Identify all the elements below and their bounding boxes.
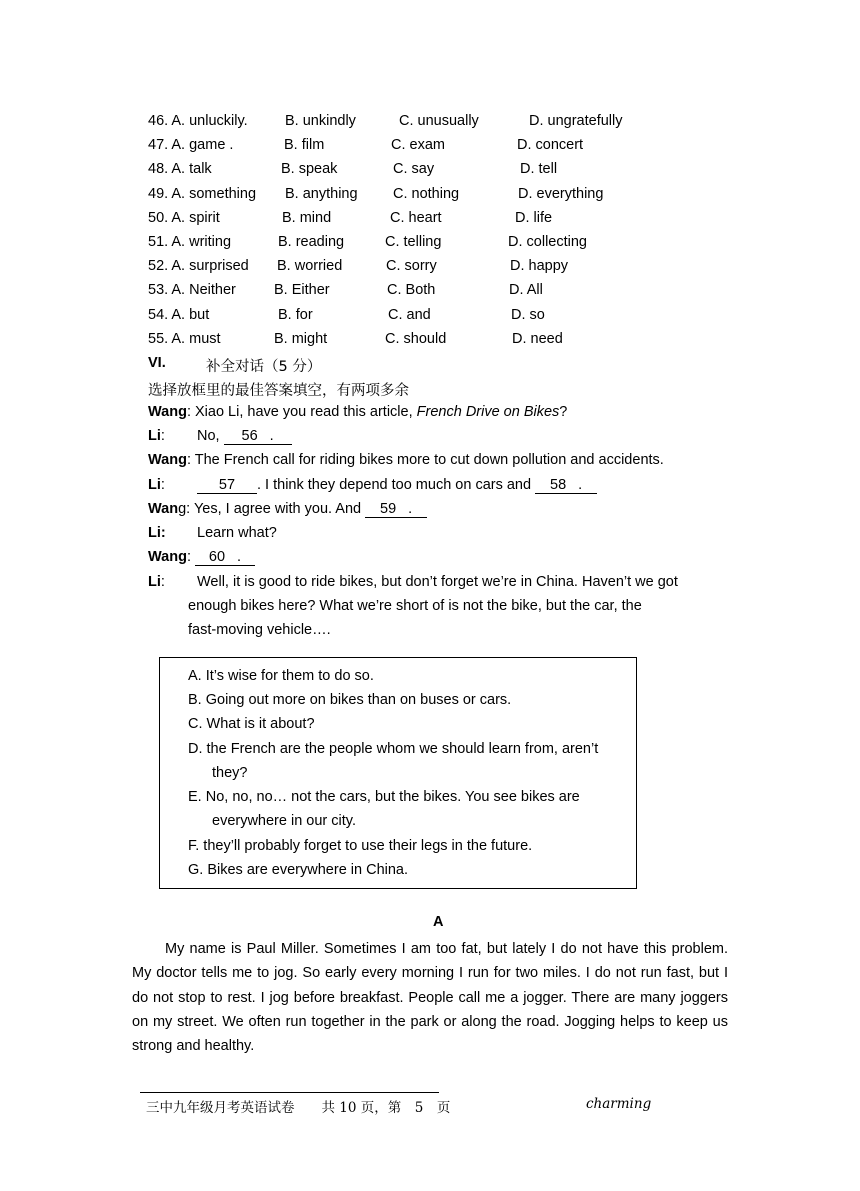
- option-b: B. film: [284, 137, 325, 154]
- choice-f: F. they’ll probably forget to use their legs in the future.: [188, 838, 533, 854]
- footer-rule: [140, 1092, 439, 1093]
- footer-watermark: charming: [586, 1096, 652, 1112]
- footer-page-info: 三中九年级月考英语试卷 共 10 页，第 5 页: [146, 1100, 451, 1116]
- option-c: C. say: [393, 161, 435, 178]
- option-c: C. nothing: [393, 185, 460, 202]
- option-c: C. Both: [387, 282, 436, 299]
- blank-60[interactable]: 60 .: [195, 549, 255, 566]
- choice-e: E. No, no, no… not the cars, but the bikes. You see bikes are: [188, 789, 580, 805]
- blank-57[interactable]: 57: [197, 477, 257, 494]
- dialogue-line-7: Wang: 60 .: [148, 549, 255, 566]
- dialogue-line-6-text: Learn what?: [197, 525, 277, 541]
- option-d: D. concert: [517, 137, 584, 154]
- option-c: C. sorry: [386, 258, 437, 275]
- blank-58[interactable]: 58 .: [535, 477, 597, 494]
- dialogue-line-8-text: Well, it is good to ride bikes, but don’t forget we’re in China. Haven’t we got: [197, 574, 678, 590]
- option-c: C. should: [385, 330, 447, 347]
- option-b: B. speak: [281, 161, 338, 178]
- option-c: C. telling: [385, 234, 442, 250]
- section-instruction: 选择放框里的最佳答案填空，有两项多余: [148, 383, 409, 399]
- option-b: B. for: [278, 306, 313, 323]
- reading-heading: A: [433, 914, 444, 930]
- option-a: 47. A. game .: [148, 137, 234, 154]
- option-b: B. might: [274, 330, 328, 347]
- choice-d-cont: they?: [212, 765, 248, 781]
- dialogue-line-6: Li:: [148, 525, 166, 541]
- option-b: B. reading: [278, 234, 345, 250]
- dialogue-line-8-cont-1: enough bikes here? What we’re short of is not the bike, but the car, the: [188, 598, 642, 614]
- option-b: B. worried: [277, 258, 343, 275]
- option-d: D. happy: [510, 258, 569, 275]
- option-b: B. anything: [285, 185, 358, 202]
- reading-paragraph: My name is Paul Miller. Sometimes I am too fat, but lately I do not have this problem. My doctor tells me to jog. So early every morning I run for two miles. I do not run fast, but I do not stop to rest. I jog before breakfast. People call me a jogger. There are many joggers on my street. We often run together in the park or along the road. Jogging helps to keep us strong and healthy.: [132, 941, 728, 1055]
- dialogue-line-8: Li:: [148, 574, 165, 590]
- option-d: D. ungratefully: [529, 113, 623, 129]
- option-a: 55. A. must: [148, 330, 221, 347]
- option-c: C. and: [388, 306, 431, 323]
- option-c: C. exam: [391, 137, 445, 154]
- choice-e-cont: everywhere in our city.: [212, 813, 356, 829]
- dialogue-line-5: Wang: Yes, I agree with you. And 59 .: [148, 501, 427, 518]
- option-a: 50. A. spirit: [148, 209, 220, 226]
- option-d: D. All: [509, 282, 543, 299]
- option-a: 54. A. but: [148, 306, 210, 323]
- section-title: 补全对话（5 分）: [206, 359, 322, 375]
- dialogue-line-8-cont-2: fast-moving vehicle….: [188, 622, 331, 638]
- option-b: B. unkindly: [285, 113, 356, 129]
- choice-b: B. Going out more on bikes than on buses or cars.: [188, 692, 512, 708]
- answer-choices-box: [159, 657, 637, 889]
- choice-c: C. What is it about?: [188, 716, 315, 732]
- option-b: B. Either: [274, 282, 330, 299]
- choice-d: D. the French are the people whom we should learn from, aren’t: [188, 741, 599, 757]
- choice-g: G. Bikes are everywhere in China.: [188, 862, 409, 878]
- option-c: C. unusually: [399, 113, 479, 129]
- option-a: 52. A. surprised: [148, 258, 249, 275]
- dialogue-line-1: Wang: Xiao Li, have you read this article, French Drive on Bikes?: [148, 404, 568, 420]
- option-a: 48. A. talk: [148, 161, 212, 178]
- option-b: B. mind: [282, 209, 332, 226]
- option-d: D. life: [515, 209, 553, 226]
- option-d: D. need: [512, 330, 563, 347]
- option-a: 49. A. something: [148, 185, 257, 202]
- choice-a: A. It’s wise for them to do so.: [188, 668, 374, 684]
- dialogue-line-4-text: 57 . I think they depend too much on cars and 58 .: [197, 477, 597, 494]
- blank-59[interactable]: 59 .: [365, 501, 427, 518]
- dialogue-line-3: Wang: The French call for riding bikes more to cut down pollution and accidents.: [148, 452, 664, 468]
- dialogue-line-4: Li:: [148, 477, 165, 493]
- option-c: C. heart: [390, 209, 442, 226]
- dialogue-line-2-text: No, 56 .: [197, 428, 292, 445]
- section-number: VI.: [148, 355, 166, 371]
- option-d: D. everything: [518, 185, 604, 202]
- option-d: D. tell: [520, 161, 558, 178]
- option-d: D. so: [511, 306, 545, 323]
- option-a: 53. A. Neither: [148, 282, 236, 299]
- dialogue-line-2: Li:: [148, 428, 165, 444]
- option-a: 46. A. unluckily.: [148, 113, 248, 129]
- option-d: D. collecting: [508, 234, 587, 250]
- blank-56[interactable]: 56 .: [224, 428, 292, 445]
- option-a: 51. A. writing: [148, 234, 232, 250]
